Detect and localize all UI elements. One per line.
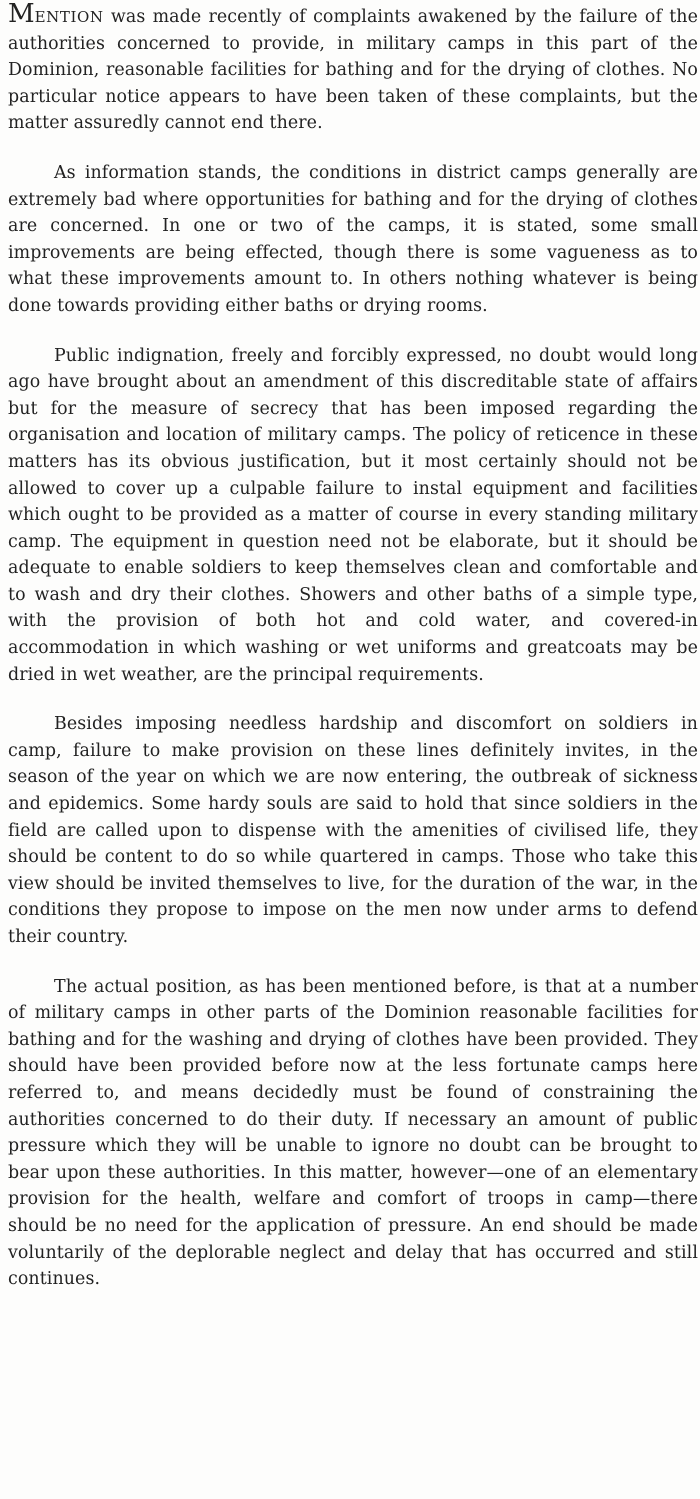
article-paragraph-3: Public indignation, freely and forcibly expressed, no doubt would long ago have brought about an amendment of this discreditable state of affairs but for the measure of secrecy that has been imposed regarding the organisation and location of military camps. The policy of reticence in these matters has its obvious justification, but it most certainly should not be allowed to cover up a culpable failure to instal equipment and facilities which ought to be provided as a matter of course in every standing military camp. The equipment in question need not be elaborate, but it should be adequate to enable soldiers to keep themselves clean and comfortable and to wash and dry their clothes. Showers and other baths of a simple type, with the provision of both hot and cold water, and covered-in accommodation in which washing or wet uniforms and greatcoats may be dried in wet weather, are the principal requirements. bbox=[8, 345, 698, 685]
lead-small-caps: ENTION bbox=[34, 8, 104, 26]
article-paragraph-4: Besides imposing needless hardship and discomfort on soldiers in camp, failure to make provision on these lines definitely invites, in the season of the year on which we are now entering, the outbreak of sickness and epidemics. Some hardy souls are said to hold that since soldiers in the field are called upon to dispense with the amenities of civilised life, they should be content to do so while quartered in camps. Those who take this view should be invited themselves to live, for the duration of the war, in the conditions they propose to impose on the men now under arms to defend their country. bbox=[8, 714, 698, 947]
article-paragraph-5: The actual position, as has been mentioned before, is that at a number of military camps in other parts of the Dominion reasonable facilities for bathing and for the washing and drying of clothes have been provided. They should have been provided before now at the less fortunate camps here referred to, and means decidedly must be found of constraining the authorities concerned to do their duty. If necessary an amount of public pressure which they will be unable to ignore no doubt can be brought to bear upon these authorities. In this matter, however—one of an elementary provision for the health, welfare and comfort of troops in camp—there should be no need for the application of pressure. An end should be made voluntarily of the deplorable neglect and delay that has occurred and still continues. bbox=[8, 976, 698, 1290]
article-paragraph-2: As information stands, the conditions in district camps generally are extremely bad where opportunities for bathing and for the drying of clothes are concerned. In one or two of the camps, it is stated, some small improvements are being effected, though there is some vagueness as to what these improvements amount to. In others nothing whatever is being done towards providing either baths or drying rooms. bbox=[8, 162, 698, 316]
article-paragraph-1 bbox=[8, 0, 698, 137]
drop-cap-initial: M bbox=[8, 0, 35, 29]
lead-text: was made recently of complaints awakened by the failure of the authorities concerned to provide, in military camps in this part of the Dominion, reasonable facilities for bathing and for the drying of clothes. No particular notice appears to have been taken of these complaints, but the matter assuredly cannot end there. bbox=[8, 7, 698, 134]
